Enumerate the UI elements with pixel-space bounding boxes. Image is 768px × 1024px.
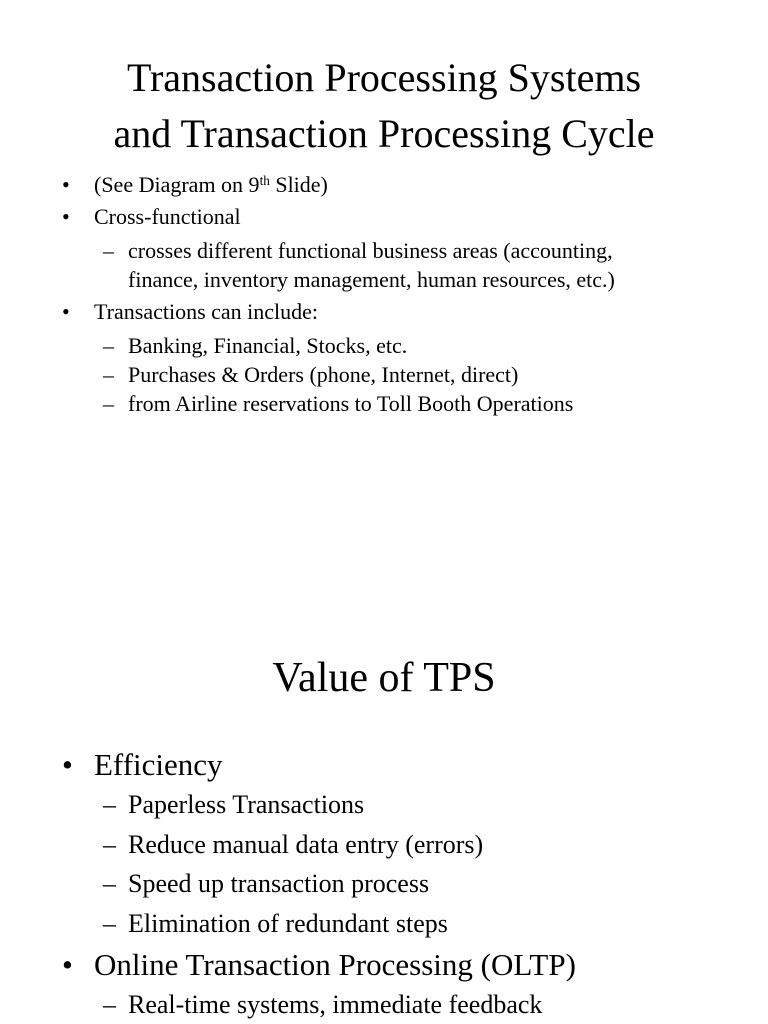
sub-item-banking [94,331,742,360]
dash-icon: – [103,391,114,416]
title-line-2: and Transaction Processing Cycle [113,111,655,156]
sub-item-crosses-areas [94,236,742,294]
slide-value-of-tps [0,512,768,1024]
dash-icon: – [103,869,116,898]
sub-list [94,985,742,1024]
bullet-text: Transactions can include: [94,299,319,324]
bullet-item-transactions-include [62,296,742,418]
sub-text: from Airline reservations to Toll Booth Operations [128,391,574,416]
sub-text-line-1: crosses different functional business areas (accounting, [128,238,613,263]
dash-icon: – [103,829,116,859]
dash-icon: – [103,990,116,1019]
sub-text: Reduce manual data entry (errors) [128,829,484,859]
sub-item-elimination [94,904,742,944]
sub-text: Speed up transaction process [128,869,430,898]
sub-text: Banking, Financial, Stocks, etc. [128,333,408,358]
dash-icon: – [103,238,114,263]
sub-list [94,785,742,943]
bullet-text: Efficiency [94,747,223,782]
bullet-icon: • [62,172,70,197]
sub-list [94,236,742,294]
sub-list [94,331,742,418]
dash-icon: – [103,362,114,387]
bullet-item-oltp [62,943,742,1024]
bullet-text-prefix: (See Diagram on 9 [94,172,260,197]
sub-item-speed-up [94,864,742,904]
sub-text: Real-time systems, immediate feedback [128,990,543,1019]
bullet-icon: • [62,299,70,324]
sub-text: Paperless Transactions [128,790,365,819]
dash-icon: – [103,790,116,819]
bullet-text: Online Transaction Processing (OLTP) [94,947,576,982]
bullet-icon: • [62,204,70,229]
bullet-text-suffix: Slide) [269,172,328,197]
sub-text: Purchases & Orders (phone, Internet, direct) [128,362,519,387]
sub-text-line-2: finance, inventory management, human resources, etc.) [128,267,615,292]
sub-text: Elimination of redundant steps [128,908,448,938]
bullet-icon: • [62,747,73,782]
bullet-item-cross-functional [62,201,742,294]
bullet-icon: • [62,947,73,982]
bullet-item-efficiency [62,743,742,943]
bullet-list [62,743,742,1024]
slide-title: Value of TPS [272,655,496,701]
slide-title [0,50,768,162]
sub-item-purchases [94,360,742,389]
bullet-text: Cross-functional [94,204,241,229]
sub-item-paperless [94,785,742,825]
bullet-list [62,169,742,420]
bullet-item-see-diagram [62,169,742,201]
sub-item-real-time [94,985,742,1024]
superscript-th: th [259,172,270,188]
dash-icon: – [103,908,116,938]
sub-item-reduce-manual [94,825,742,865]
dash-icon: – [103,333,114,358]
sub-item-airline [94,389,742,418]
title-line-1: Transaction Processing Systems [126,55,642,100]
